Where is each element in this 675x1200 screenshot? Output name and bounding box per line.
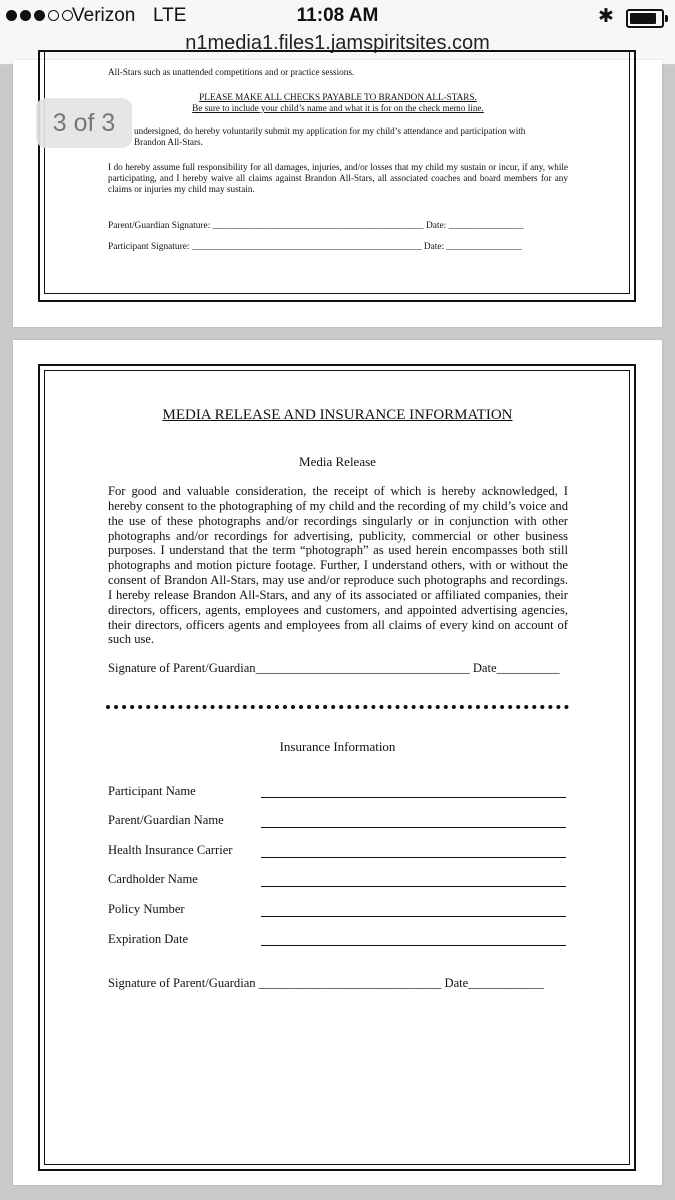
media-signature-line: Signature of Parent/Guardian__________________________________ Date__________: [108, 661, 560, 675]
checks-note: Be sure to include your child’s name and what it is for on the check memo line.: [192, 103, 484, 113]
insurance-signature-line: Signature of Parent/Guardian _____________________________ Date____________: [108, 976, 544, 990]
field-line-health-insurance-carrier: [261, 857, 566, 858]
field-line-policy-number: [261, 916, 566, 917]
field-line-expiration-date: [261, 945, 566, 946]
field-label-policy-number: Policy Number: [108, 902, 185, 916]
field-line-participant-name: [261, 797, 566, 798]
address-bar-url[interactable]: n1media1.files1.jamspiritsites.com: [185, 32, 490, 54]
bluetooth-icon: ✱: [598, 6, 614, 27]
carrier-name: Verizon: [72, 5, 136, 26]
participant-signature-line: Participant Signature: _________________________________________________ Date: ________________: [108, 242, 522, 252]
insurance-heading: Insurance Information: [279, 739, 396, 754]
field-label-health-insurance-carrier: Health Insurance Carrier: [108, 843, 233, 857]
section-divider: [106, 705, 569, 709]
checks-heading: PLEASE MAKE ALL CHECKS PAYABLE TO BRANDON ALL-STARS.: [199, 92, 477, 102]
field-line-parent-guardian-name: [261, 827, 566, 828]
page-title: MEDIA RELEASE AND INSURANCE INFORMATION: [162, 407, 513, 423]
doc-text-line: All-Stars such as unattended competitions and or practice sessions.: [108, 67, 355, 77]
network-type: LTE: [153, 5, 187, 26]
media-release-heading: Media Release: [299, 454, 376, 469]
liability-text: I do hereby assume full responsibility for all damages, injuries, and/or losses that my child my sustain or incur, if any, while participating, and I hereby waive all claims against Brandon All-Stars, all associated coaches and board members for any claims or injuries my child may sustain.: [108, 162, 568, 194]
battery-icon: [626, 9, 664, 28]
page-indicator: 3 of 3: [36, 98, 132, 148]
application-text: undersigned, do hereby voluntarily submit my application for my child’s attendance and participation with: [134, 126, 526, 136]
field-label-parent-guardian-name: Parent/Guardian Name: [108, 813, 224, 827]
field-label-participant-name: Participant Name: [108, 784, 196, 798]
field-line-cardholder-name: [261, 886, 566, 887]
media-release-paragraph: For good and valuable consideration, the receipt of which is hereby acknowledged, I hereby consent to the photographing of my child and the recording of my child’s voice and the use of these photographs and/or recordings singularly or in conjunction with other photographs and/or recordings for advertising, publicity, commercial or other business purposes. I understand that the term “photograph” as used herein encompasses both still photographs and motion picture footage. Further, I understand others, with or without the consent of Brandon All-Stars, may use and/or reproduce such photographs and recordings. I hereby release Brandon All-Stars, and any of its associated or affiliated companies, their directors, officers, agents, employees and customers, and appointed advertising agencies, their directors, officers agents and employees from all claims of every kind on account of such use.: [108, 484, 568, 647]
application-text: Brandon All-Stars.: [134, 137, 203, 147]
field-label-expiration-date: Expiration Date: [108, 932, 189, 946]
clock: 11:08 AM: [296, 5, 379, 26]
field-label-cardholder-name: Cardholder Name: [108, 872, 198, 886]
parent-signature-line: Parent/Guardian Signature: _____________________________________________ Date: ________________: [108, 221, 524, 231]
